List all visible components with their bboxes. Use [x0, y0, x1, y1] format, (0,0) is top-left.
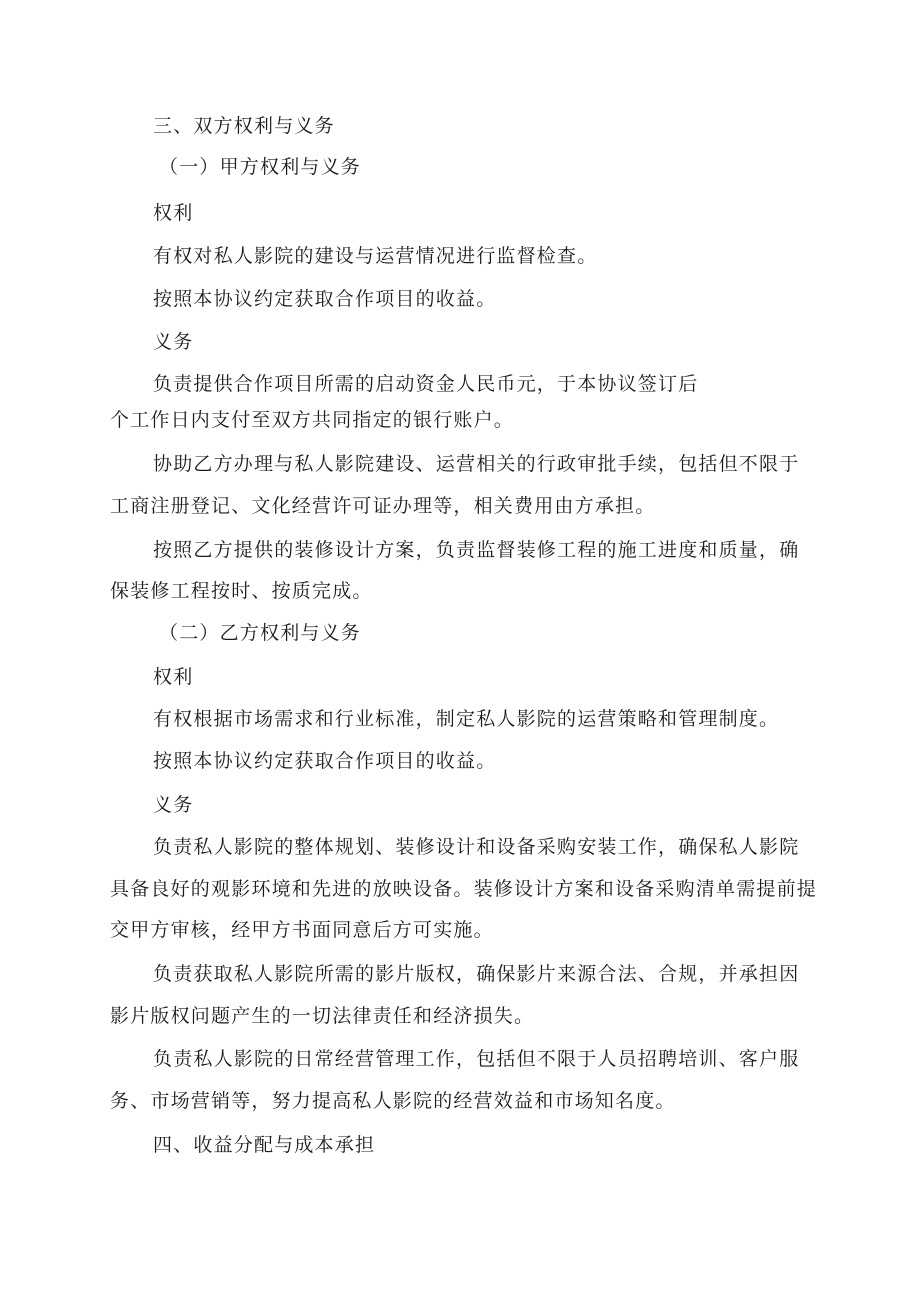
paragraph-line: 负责提供合作项目所需的启动资金人民币元，于本协议签订后: [153, 373, 699, 395]
paragraph-line: 负责获取私人影院所需的影片版权，确保影片来源合法、合规，并承担因: [153, 963, 800, 985]
obligations-label: 义务: [153, 794, 194, 816]
paragraph-line: 负责私人影院的日常经营管理工作，包括但不限于人员招聘培训、客户服: [153, 1048, 800, 1070]
rights-label: 权利: [153, 666, 194, 688]
subsection-heading: （二）乙方权利与义务: [159, 622, 362, 644]
paragraph-line: 个工作日内支付至双方共同指定的银行账户。: [110, 409, 515, 431]
paragraph-line: 有权根据市场需求和行业标准，制定私人影院的运营策略和管理制度。: [153, 708, 780, 730]
paragraph-line: 按照本协议约定获取合作项目的收益。: [153, 288, 497, 310]
obligations-label: 义务: [153, 331, 194, 353]
subsection-heading: （一）甲方权利与义务: [159, 156, 362, 178]
paragraph-line: 按照乙方提供的装修设计方案，负责监督装修工程的施工进度和质量，确: [153, 539, 800, 561]
paragraph-line: 有权对私人影院的建设与运营情况进行监督检查。: [153, 245, 598, 267]
paragraph-line: 按照本协议约定获取合作项目的收益。: [153, 750, 497, 772]
rights-label: 权利: [153, 202, 194, 224]
paragraph-line: 具备良好的观影环境和先进的放映设备。装修设计方案和设备采购清单需提前提: [110, 878, 818, 900]
paragraph-line: 保装修工程按时、按质完成。: [110, 580, 373, 602]
paragraph-line: 负责私人影院的整体规划、装修设计和设备采购安装工作，确保私人影院: [153, 836, 800, 858]
section-heading: 三、双方权利与义务: [153, 115, 335, 137]
paragraph-line: 协助乙方办理与私人影院建设、运营相关的行政审批手续，包括但不限于: [153, 453, 800, 475]
paragraph-line: 工商注册登记、文化经营许可证办理等，相关费用由方承担。: [110, 495, 656, 517]
paragraph-line: 务、市场营销等，努力提高私人影院的经营效益和市场知名度。: [110, 1090, 676, 1112]
section-heading: 四、收益分配与成本承担: [153, 1134, 376, 1156]
paragraph-line: 交甲方审核，经甲方书面同意后方可实施。: [110, 919, 494, 941]
paragraph-line: 影片版权问题产生的一切法律责任和经济损失。: [110, 1005, 535, 1027]
